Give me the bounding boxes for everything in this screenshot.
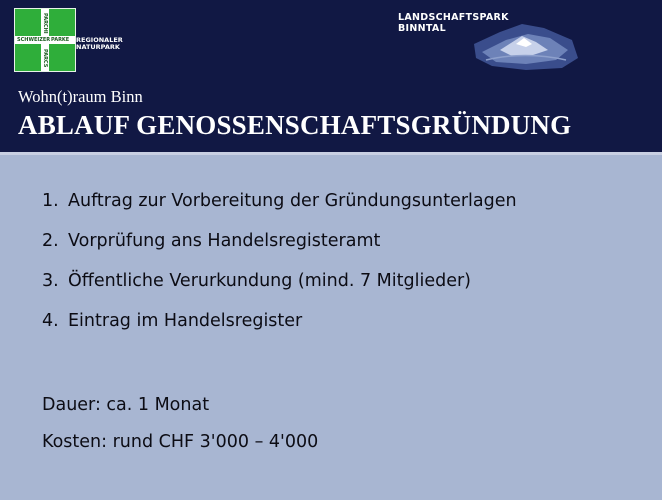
slide-subtitle: Wohn(t)raum Binn <box>18 87 143 106</box>
regional-label: REGIONALER <box>76 36 123 44</box>
step-item <box>42 309 517 349</box>
step-text: Vorprüfung ans Handelsregisteramt <box>68 231 381 251</box>
logo-word-parchi: PARCHI <box>42 13 48 34</box>
slide-header <box>0 0 662 155</box>
schweizer-paerke-logo <box>14 8 76 72</box>
step-number: 3. <box>42 271 59 291</box>
header-divider <box>0 152 662 155</box>
step-item <box>42 229 517 269</box>
process-steps-list <box>42 189 517 349</box>
naturpark-label: NATURPARK <box>76 43 120 51</box>
duration-text: Dauer: ca. 1 Monat <box>42 395 210 415</box>
logo-word-schweizer: SCHWEIZER <box>17 37 51 43</box>
landschaftspark-label: LANDSCHAFTSPARK <box>398 12 509 23</box>
binntal-label: BINNTAL <box>398 23 446 34</box>
step-text: Öffentliche Verurkundung (mind. 7 Mitglieder) <box>68 271 471 291</box>
step-item <box>42 189 517 229</box>
step-text: Auftrag zur Vorbereitung der Gründungsunterlagen <box>68 191 517 211</box>
logo-word-parke: PARKE <box>51 37 70 43</box>
step-number: 2. <box>42 231 59 251</box>
costs-text: Kosten: rund CHF 3'000 – 4'000 <box>42 432 319 452</box>
step-text: Eintrag im Handelsregister <box>68 311 303 331</box>
step-item <box>42 269 517 309</box>
logo-word-parcs: PARCS <box>42 49 48 68</box>
step-number: 1. <box>42 191 59 211</box>
regional-naturpark-label <box>76 37 123 51</box>
step-number: 4. <box>42 311 59 331</box>
mountain-landscape-icon <box>470 20 580 72</box>
slide-title: ABLAUF GENOSSENSCHAFTSGRÜNDUNG <box>18 110 572 140</box>
